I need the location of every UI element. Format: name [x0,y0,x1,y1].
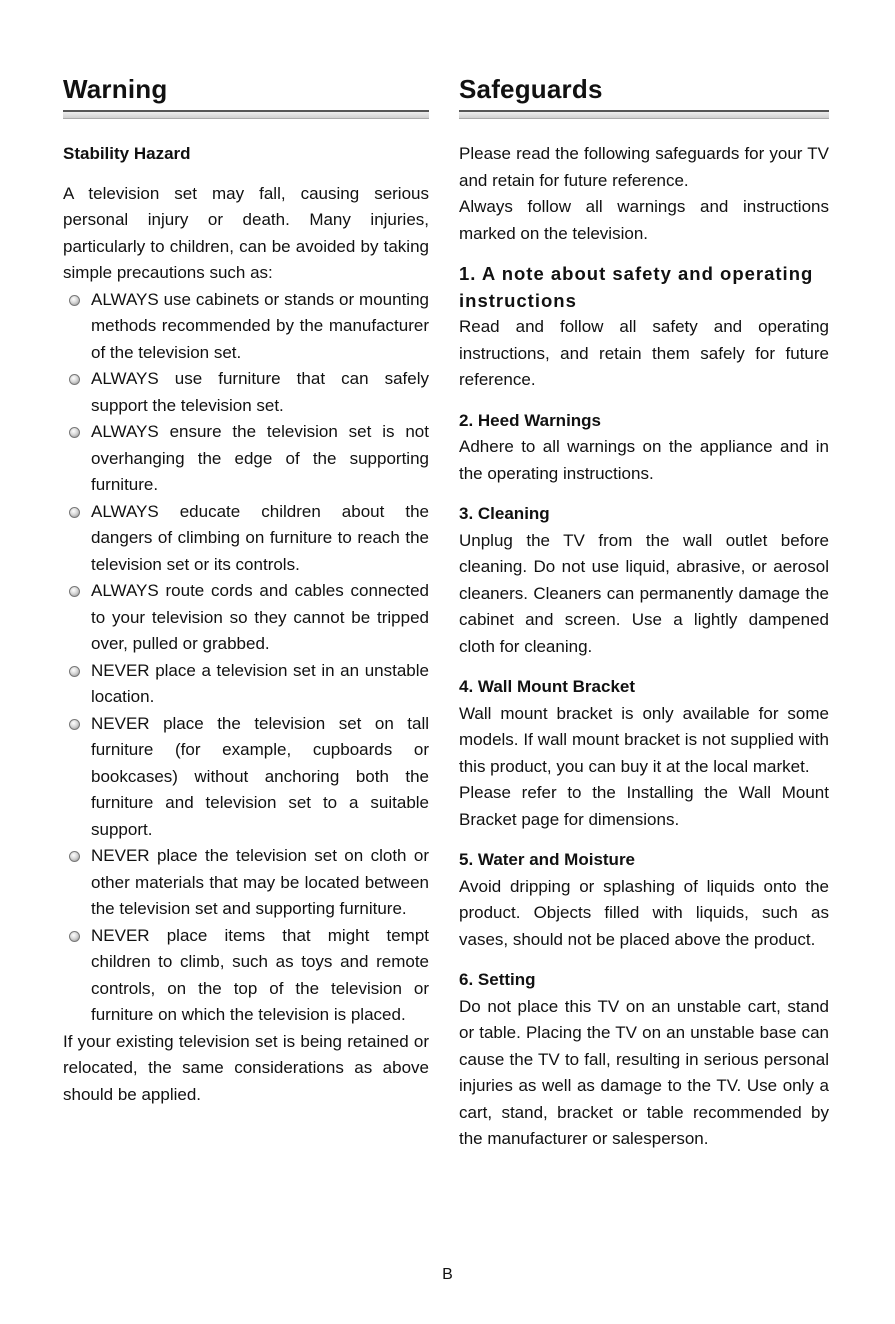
section-heed-warnings [459,408,829,488]
list-item: NEVER place items that might tempt children to climb, such as toys and remote controls, on the top of the television or furniture on which the television is placed. [63,923,429,1029]
heading-rule [459,110,829,119]
bullet-icon [69,931,80,942]
warning-heading: Warning [63,74,168,104]
list-item: NEVER place the television set on tall furniture (for example, cupboards or bookcases) without anchoring both the furniture and television set to a suitable support. [63,711,429,844]
list-item: ALWAYS route cords and cables connected to your television so they cannot be tripped over, pulled or grabbed. [63,578,429,658]
section-body: Wall mount bracket is only available for some models. If wall mount bracket is not supplied with this product, you can buy it at the local market. [459,703,829,776]
section-body-2: Please refer to the Installing the Wall Mount Bracket page for dimensions. [459,783,829,829]
list-item: ALWAYS use furniture that can safely support the television set. [63,366,429,419]
section-cleaning [459,501,829,660]
section-title: 6. Setting [459,970,536,989]
bullet-icon [69,295,80,306]
safeguards-column [459,74,829,1153]
section-title: 1. A note about safety and operating instructions [459,263,814,311]
section-title: 4. Wall Mount Bracket [459,677,636,696]
bullet-icon [69,851,80,862]
section-body: Do not place this TV on an unstable cart, stand or table. Placing the TV on an unstable base can cause the TV to fall, resulting in serious personal injuries as well as damage to the TV. Use only a cart, stand, bracket or table recommended by the manufacturer or salesperson. [459,996,829,1148]
list-item: NEVER place the television set on cloth or other materials that may be located between the television set and supporting furniture. [63,843,429,923]
safeguards-intro: Please read the following safeguards for your TV and retain for future reference. [459,144,829,190]
section-body: Read and follow all safety and operating instructions, and retain them safely for future reference. [459,317,829,389]
precautions-list [63,287,429,1029]
bullet-icon [69,507,80,518]
warning-column [63,74,429,1108]
section-title: 3. Cleaning [459,504,550,523]
stability-closing: If your existing television set is being retained or relocated, the same considerations as above should be applied. [63,1031,429,1104]
safeguards-heading: Safeguards [459,74,603,104]
section-body: Unplug the TV from the wall outlet before cleaning. Do not use liquid, abrasive, or aerosol cleaners. Cleaners can permanently damage the cabinet and screen. Use a lightly dampened cloth for cleaning. [459,530,829,656]
stability-intro: A television set may fall, causing serious personal injury or death. Many injuries, particularly to children, can be avoided by taking simple precautions such as: [63,183,429,282]
bullet-icon [69,586,80,597]
bullet-icon [69,427,80,438]
section-water-moisture [459,847,829,953]
list-item: ALWAYS educate children about the dangers of climbing on furniture to reach the television set or its controls. [63,499,429,579]
section-body: Avoid dripping or splashing of liquids onto the product. Objects filled with liquids, such as vases, should not be placed above the product. [459,876,829,949]
section-setting [459,967,829,1153]
page-number: B [442,1266,453,1283]
list-item: ALWAYS ensure the television set is not overhanging the edge of the supporting furniture. [63,419,429,499]
bullet-icon [69,666,80,677]
section-safety-instructions [459,261,829,394]
heading-rule [63,110,429,119]
section-body: Adhere to all warnings on the appliance and in the operating instructions. [459,437,829,483]
bullet-icon [69,719,80,730]
section-wall-mount [459,674,829,833]
section-title: 5. Water and Moisture [459,850,636,869]
section-title: 2. Heed Warnings [459,410,602,430]
list-item: NEVER place a television set in an unstable location. [63,658,429,711]
safeguards-intro-2: Always follow all warnings and instructions marked on the television. [459,197,829,243]
stability-hazard-subheading: Stability Hazard [63,144,191,163]
bullet-icon [69,374,80,385]
list-item: ALWAYS use cabinets or stands or mounting methods recommended by the manufacturer of the television set. [63,287,429,367]
